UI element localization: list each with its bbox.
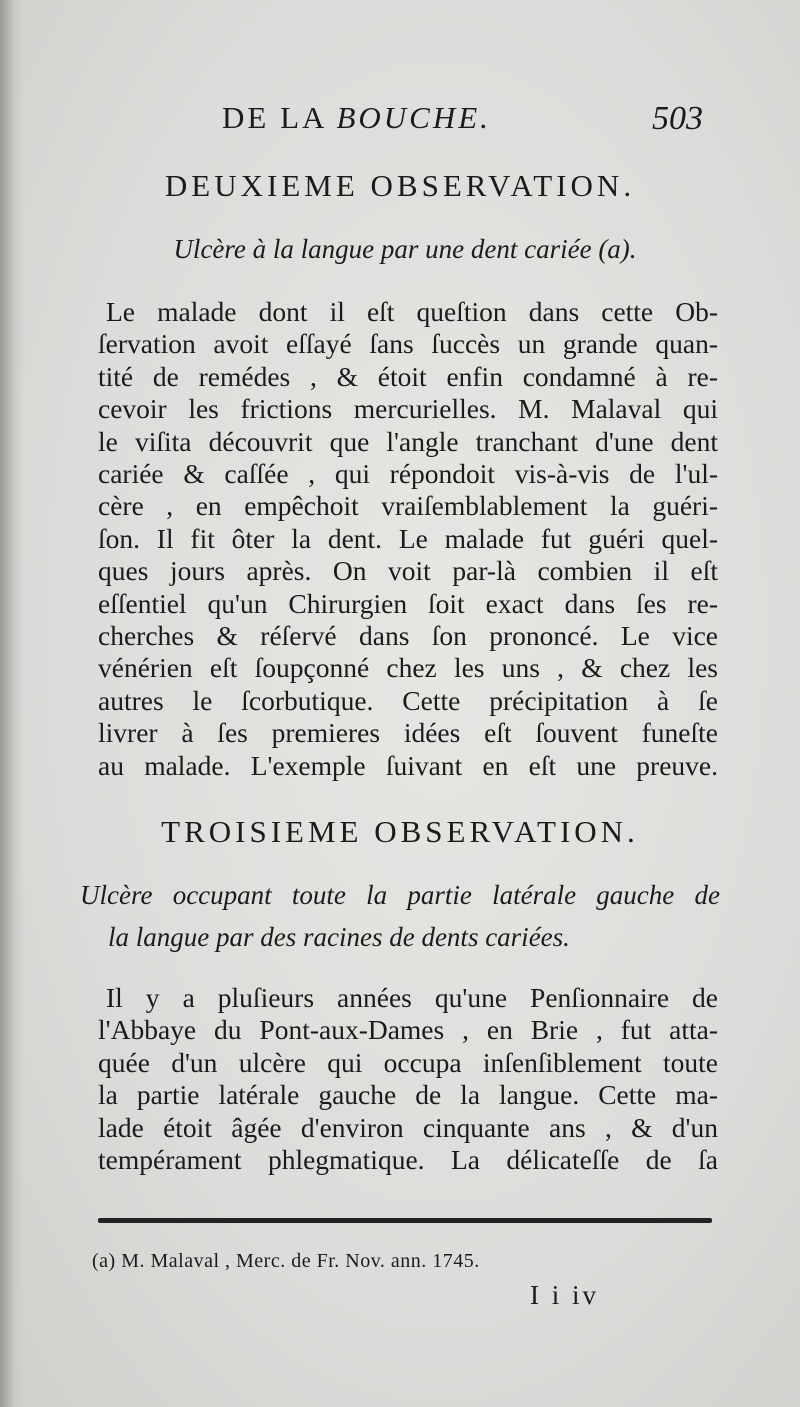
section-heading-troisieme: TROISIEME OBSERVATION. bbox=[161, 814, 639, 849]
text-line: ſervation avoit eſſayé ſans ſuccès un grande quan- bbox=[98, 328, 718, 360]
text-line: cariée & caſſée , qui répondoit vis-à-vis de l'ul- bbox=[98, 458, 718, 490]
text-line: tempérament phlegmatique. La délicateſſe de ſa bbox=[98, 1144, 718, 1176]
text-line: vénérien eſt ſoupçonné chez les uns , & chez les bbox=[98, 652, 718, 684]
section-body-troisieme bbox=[98, 982, 718, 1176]
page-gutter-shadow bbox=[0, 0, 24, 1407]
text-line: livrer à ſes premieres idées eſt ſouvent funeſte bbox=[98, 717, 718, 749]
footnote-rule bbox=[98, 1218, 712, 1223]
subtitle-line: Ulcère occupant toute la partie latérale gauche de bbox=[80, 880, 720, 910]
text-line: lade étoit âgée d'environ cinquante ans , & d'un bbox=[98, 1111, 718, 1143]
text-line: Il y a pluſieurs années qu'une Penſionnaire de bbox=[106, 982, 718, 1013]
text-line: la partie latérale gauche de la langue. Cette ma- bbox=[98, 1079, 718, 1111]
text-line: le viſita découvrit que l'angle tranchant d'une dent bbox=[98, 425, 718, 457]
running-head-text-a: DE LA bbox=[222, 100, 326, 135]
text-line: au malade. L'exemple ſuivant en eſt une preuve. bbox=[98, 749, 718, 781]
text-line: quée d'un ulcère qui occupa inſenſiblement toute bbox=[98, 1046, 718, 1078]
footnote: (a) M. Malaval , Merc. de Fr. Nov. ann. 1745. bbox=[92, 1250, 480, 1272]
text-line: ques jours après. On voit par-là combien il eſt bbox=[98, 555, 718, 587]
text-line: Le malade dont il eſt queſtion dans cette Ob- bbox=[106, 296, 718, 327]
text-line: cère , en empêchoit vraiſemblablement la guéri- bbox=[98, 490, 718, 522]
section-body-deuxieme bbox=[98, 296, 718, 782]
page-number: 503 bbox=[652, 100, 703, 137]
text-line: l'Abbaye du Pont-aux-Dames , en Brie , fut atta- bbox=[98, 1014, 718, 1046]
running-head bbox=[222, 100, 491, 136]
text-line: eſſentiel qu'un Chirurgien ſoit exact dans ſes re- bbox=[98, 587, 718, 619]
text-line: autres le ſcorbutique. Cette précipitation à ſe bbox=[98, 684, 718, 716]
section-subtitle-troisieme bbox=[80, 874, 720, 958]
section-subtitle-deuxieme: Ulcère à la langue par une dent cariée (a). bbox=[173, 234, 637, 264]
subtitle-line: la langue par des racines de dents cariées. bbox=[108, 922, 570, 952]
text-line: cherches & réſervé dans ſon prononcé. Le vice bbox=[98, 620, 718, 652]
running-head-text-b: BOUCHE. bbox=[336, 100, 491, 135]
signature-mark: I i iv bbox=[530, 1280, 599, 1310]
text-line: cevoir les frictions mercurielles. M. Malaval qui bbox=[98, 393, 718, 425]
section-heading-deuxieme: DEUXIEME OBSERVATION. bbox=[164, 168, 636, 203]
text-line: tité de remédes , & étoit enfin condamné à re- bbox=[98, 360, 718, 392]
text-line: ſon. Il fit ôter la dent. Le malade fut guéri quel- bbox=[98, 522, 718, 554]
